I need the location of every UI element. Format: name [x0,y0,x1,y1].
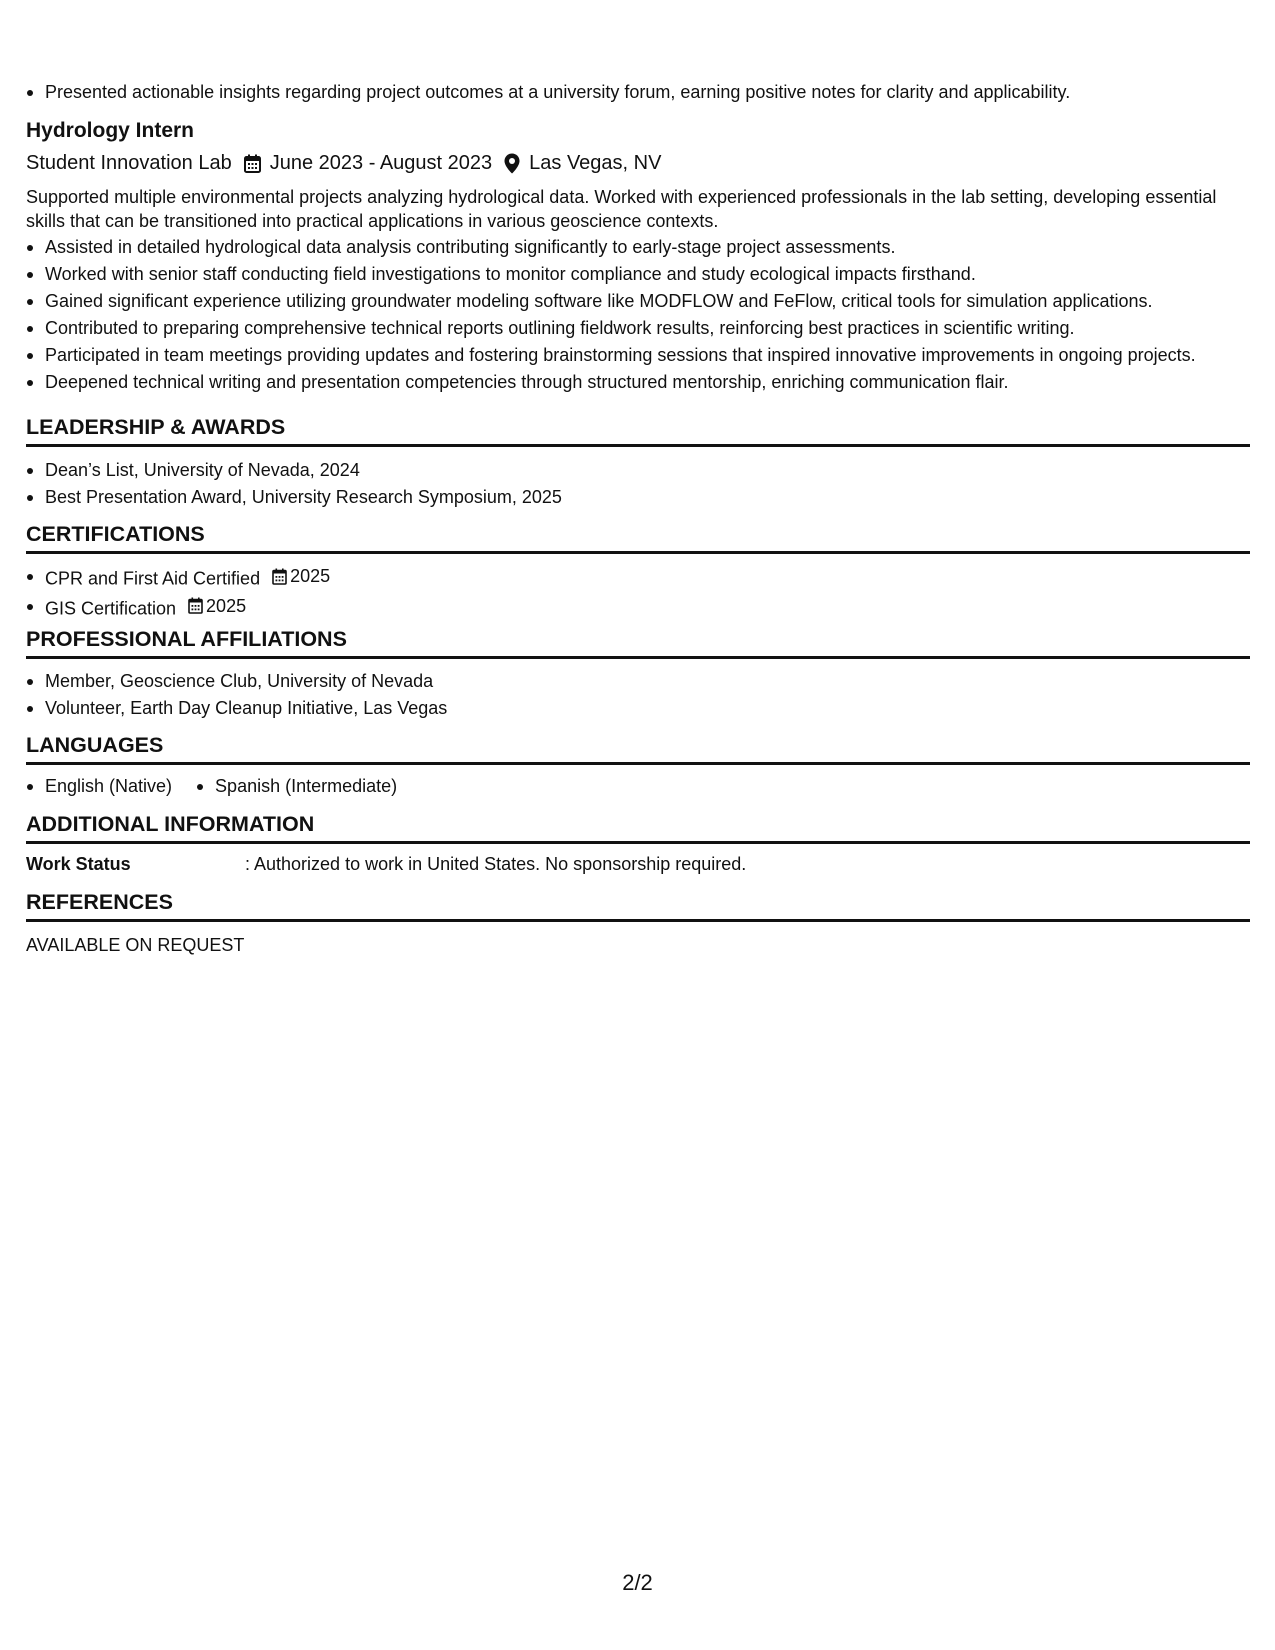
job-dates: June 2023 - August 2023 [269,152,493,174]
certification-name: GIS Certification [45,598,177,618]
language-item: Spanish (Intermediate) [196,774,397,798]
job-bullets [26,235,1250,397]
certifications-list [26,564,1250,623]
list-item: Assisted in detailed hydrological data analysis contributing significantly to early-stage project assessments. [26,235,1250,259]
certification-date [188,594,246,618]
list-item: Member, Geoscience Club, University of Nevada [26,669,1250,693]
section-title-affiliations: PROFESSIONAL AFFILIATIONS [26,626,1250,659]
section-title-leadership: LEADERSHIP & AWARDS [26,414,1250,447]
certification-year: 2025 [206,595,247,616]
section-title-additional: ADDITIONAL INFORMATION [26,811,1250,844]
languages-list [26,774,1250,801]
list-item: Participated in team meetings providing updates and fostering brainstorming sessions that inspired innovative improvements in ongoing projects. [26,343,1250,367]
certification-name: CPR and First Aid Certified [45,568,261,589]
calendar-icon [244,154,261,173]
certification-year: 2025 [290,566,331,586]
language-item: English (Native) [26,774,172,798]
previous-job-bullets [26,80,1250,107]
list-item: Deepened technical writing and presentation competencies through structured mentorship, enriching communication flair. [26,370,1250,394]
list-item [26,594,1250,621]
page-number: 2/2 [622,1570,653,1595]
section-title-certifications: CERTIFICATIONS [26,521,1250,554]
job-meta [26,150,661,176]
list-item [26,564,1250,591]
list-item: Volunteer, Earth Day Cleanup Initiative, Las Vegas [26,696,1250,720]
list-item: Dean’s List, University of Nevada, 2024 [26,458,1250,482]
work-status-row [26,852,1250,876]
job-company: Student Innovation Lab [26,152,232,174]
list-item: Worked with senior staff conducting field investigations to monitor compliance and study ecological impacts firsthand. [26,262,1250,286]
calendar-icon [188,597,203,614]
section-title-languages: LANGUAGES [26,732,1250,765]
map-pin-icon [504,153,520,174]
list-item: Contributed to preparing comprehensive technical reports outlining fieldwork results, reinforcing best practices in scientific writing. [26,316,1250,340]
certification-date [272,564,330,588]
references-text: AVAILABLE ON REQUEST [26,935,245,955]
affiliations-list [26,669,1250,723]
job-description: Supported multiple environmental projects analyzing hydrological data. Worked with experienced professionals in the lab setting, developing essential skills that can be transitioned into practical applications in various geoscience contexts. [26,187,1217,231]
work-status-label: Work Status [26,854,131,874]
leadership-list [26,458,1250,512]
section-title-references: REFERENCES [26,889,1250,922]
calendar-icon [272,568,287,585]
job-title: Hydrology Intern [26,119,195,142]
work-status-value: : Authorized to work in United States. No sponsorship required. [245,854,747,874]
job-location: Las Vegas, NV [529,152,662,174]
list-item: Presented actionable insights regarding project outcomes at a university forum, earning positive notes for clarity and applicability. [26,80,1250,104]
list-item: Best Presentation Award, University Research Symposium, 2025 [26,485,1250,509]
list-item: Gained significant experience utilizing groundwater modeling software like MODFLOW and FeFlow, critical tools for simulation applications. [26,289,1250,313]
